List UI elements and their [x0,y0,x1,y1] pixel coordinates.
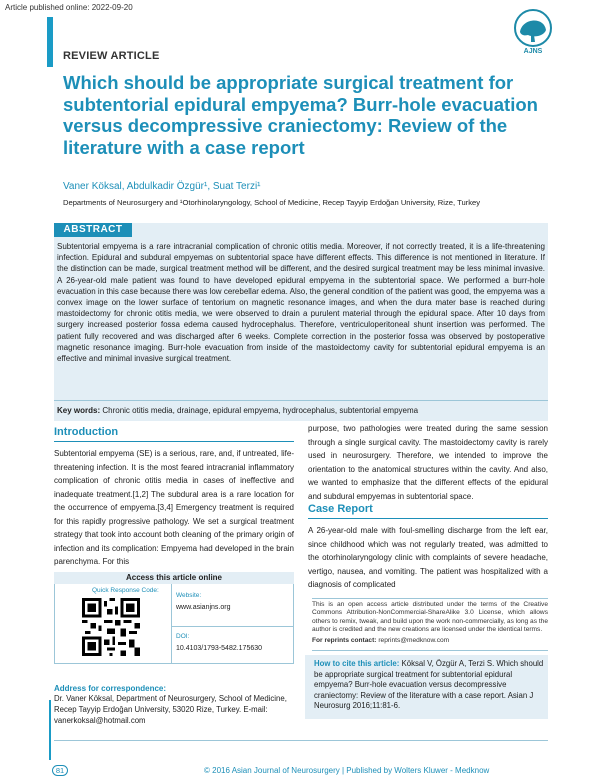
license-rule-top [312,598,548,599]
reprints-email[interactable]: reprints@medknow.com [378,637,450,644]
access-separator [172,626,294,627]
citation-body: Köksal V, Özgür A, Terzi S. Which should be appropriate surgical treatment for subtentorial epidural empyema? Burr-hole evacuation versus decompressive craniectomy: Review of the literature with a case report. Asian J Neurosurg 2016;11:81-6. [314,659,544,711]
citation-label: How to cite this article: [314,659,400,668]
reprints-label: For reprints contact: [312,637,377,644]
abstract-text: Subtentorial empyema is a rare intracranial complication of chronic otitis media. Moreover, if not correctly treated, it is a life-threatening infection. Epidural and subdural empyemas on subtentorial space have different effects. This difference is not mentioned in literature. If the distinction can be made, surgical treatment method will be different, and the desired surgical treatment may be less minimal invasive. A 26-year-old male patient was found to have developed epidural empyema in the subtentorial space. We performed a burr-hole evacuation in this case because there was low cerebellar edema. Also, the general condition of the patient was good, the empyema was a convex image on the lower surface of tentorium on magnetic resonance images, and when the dura mater base is reached during mastoidectomy for chronic otitis media, we were observed to drain a purulent material through the epidural space. After 10 days from surgery increased posterior fossa edema caused hydrocephalus. Therefore, ventriculoperitoneal shunt insertion was performed. The patient fully recovered and was discharged after 6 weeks. Complete correction in the posterior fossa was observed by postoperative magnetic resonance imaging. Burr-hole evacuation from inside of the mastoidectomy cavity for subtentorial epidural empyema is an effective and minimal invasive surgical treatment. [57,242,545,364]
introduction-rule [54,441,294,442]
affiliation: Departments of Neurosurgery and ¹Otorhinolaryngology, School of Medicine, Recep Tayyip Erdoğan University, Rize, Turkey [63,198,481,207]
access-divider [171,584,172,664]
access-heading: Access this article online [54,572,294,584]
accent-bar [47,17,53,67]
reprints [312,637,449,644]
published-date: Article published online: 2022-09-20 [5,3,133,12]
introduction-text: Subtentorial empyema (SE) is a serious, rare, and, if untreated, life-threatening infection. It is the most feared intracranial inflammatory complication of chronic otitis media in cases of ineffective and inadequate treatment.[1,2] The subdural area is a rare location for the occurrence of empyema.[3,4] Emergency treatment is required for this rapidly progressive pathology. We set a surgical treatment strategy that took into account both cleaning of the primary origin of infection and its complication: Empyema had developed in the brain parenchyma. For this [54,449,294,566]
license-rule-bottom [312,650,548,651]
qr-label: Quick Response Code: [92,587,159,594]
keywords-text: Chronic otitis media, drainage, epidural empyema, hydrocephalus, subtentorial empyema [102,406,419,415]
keywords-label: Key words: [57,406,101,415]
qr-code[interactable] [82,598,140,656]
website-link[interactable]: www.asianjns.org [176,604,231,611]
abstract-heading: ABSTRACT [54,223,132,237]
journal-logo-text: AJNS [523,48,543,55]
article-title: Which should be appropriate surgical treatment for subtentorial epidural empyema? Burr-hole evacuation versus decompressive craniectomy: Review of the literature with a case report [63,72,538,158]
keywords [57,406,418,415]
case-report-text: A 26-year-old male with foul-smelling discharge from the left ear, since childhood which was not regularly treated, was admitted to the otorhinolaryngology clinic with complaints of severe headache, vertigo, nausea, and vomiting. The patient was hospitalized with a diagnosis of complicated [308,526,548,589]
website-label: Website: [176,592,202,599]
correspondence-heading: Address for correspondence: [54,684,167,693]
authors: Vaner Köksal, Abdulkadir Özgür¹, Suat Terzi¹ [63,181,261,192]
page-number: 81 [52,765,68,776]
case-report-rule [308,518,548,519]
doi-label: DOI: [176,633,190,640]
footer-rule [54,740,548,741]
keywords-divider [54,400,548,401]
introduction-heading: Introduction [54,426,119,438]
citation-text [314,659,544,712]
license-text: This is an open access article distributed under the terms of the Creative Commons Attribution-NonCommercial-ShareAlike 3.0 License, which allows others to remix, tweak, and build upon the work non-commercially, as long as the author is credited and the new creations are licensed under the identical terms. [312,601,548,634]
doi-link[interactable]: 10.4103/1793-5482.175630 [176,645,263,652]
case-report-heading: Case Report [308,503,373,515]
correspondence-text: Dr. Vaner Köksal, Department of Neurosurgery, School of Medicine, Recep Tayyip Erdoğan University, 53020 Rize, Turkey. E-mail: vanerkoksal@hotmail.com [54,694,287,725]
accent-line-bottom [49,700,51,760]
footer-text: © 2016 Asian Journal of Neurosurgery | Published by Wolters Kluwer - Medknow [204,766,490,775]
right-column-text: purpose, two pathologies were treated during the same session through a single surgical cavity. The mastoidectomy cavity is rarely used in neurosurgery. Therefore, we intended to improve the orientation to the anatomical structures within the cavity. And also, we wanted to emphasize that the different effects of the epidural and subdural empyemas in subtentorial space. [308,424,548,501]
article-type: REVIEW ARTICLE [63,50,160,62]
